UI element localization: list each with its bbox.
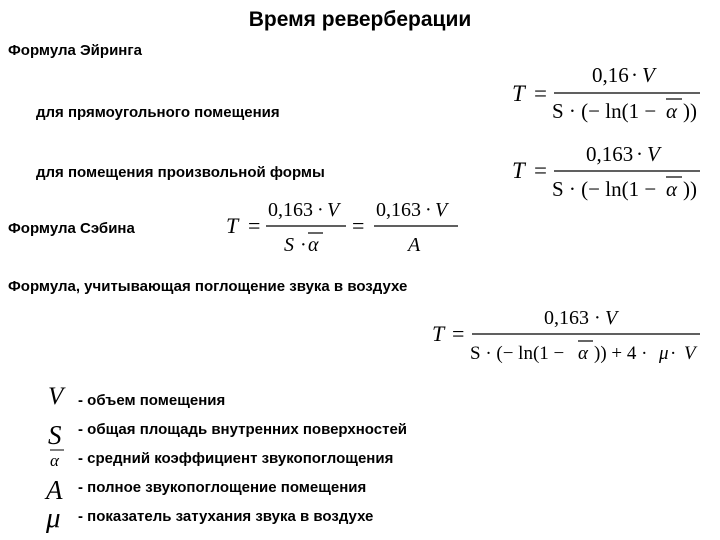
air-num-var: V: [605, 307, 618, 329]
air-den-var: α: [578, 343, 588, 364]
page-title: Время реверберации: [248, 8, 472, 31]
svg-text:A: A: [46, 475, 63, 505]
legend-text-total-absorption: - полное звукопоглощение помещения: [78, 479, 367, 496]
eyring-heading: Формула Эйринга: [8, 42, 142, 59]
legend-symbol-v: [46, 380, 76, 410]
eyring-free-den-var: α: [666, 177, 678, 201]
sabine-num2-coef: 0,163: [376, 199, 421, 221]
air-num-coef: 0,163: [544, 307, 589, 329]
eyring-rect-num-dot: ·: [631, 63, 638, 87]
eyring-free-num-coef: 0,163: [586, 142, 634, 166]
sabine-den1-alpha: α: [308, 234, 319, 256]
legend-symbol-alpha: [48, 444, 78, 472]
eyring-free-den-pre: S · (− ln(1 −: [552, 177, 657, 201]
sabine-formula: [222, 196, 467, 262]
sabine-num2-var: V: [435, 199, 448, 221]
sabine-lhs: T: [226, 213, 239, 238]
eyring-rect-num-var: V: [642, 63, 655, 87]
air-num-dot: ·: [594, 307, 601, 329]
air-heading: Формула, учитывающая поглощение звука в воздухе: [8, 278, 408, 295]
sabine-eq2: =: [352, 213, 365, 238]
legend-text-air-attenuation: - показатель затухания звука в воздухе: [78, 508, 374, 525]
legend-text-volume: - объем помещения: [78, 392, 226, 409]
eyring-rect-lhs: T: [512, 81, 525, 106]
free-room-label: для помещения произвольной формы: [36, 164, 325, 181]
legend-text-absorption-coef: - средний коэффициент звукопоглощения: [78, 450, 394, 467]
air-den-v: V: [684, 343, 696, 364]
eyring-rect-den-pre: S · (− ln(1 −: [552, 99, 657, 123]
eyring-free-formula: [508, 140, 708, 206]
eyring-rect-den-var: α: [666, 99, 678, 123]
sabine-num2-dot: ·: [425, 199, 432, 221]
eyring-rect-formula: [508, 60, 708, 126]
sabine-den1-dot: ·: [300, 234, 307, 256]
svg-text:S: S: [48, 420, 62, 450]
eyring-free-num-var: V: [647, 142, 660, 166]
air-eq: =: [452, 321, 465, 346]
sabine-den2-var: A: [408, 234, 421, 256]
air-den-pre: S · (− ln(1 −: [470, 343, 565, 364]
eyring-rect-num-coef: 0,16: [592, 63, 629, 87]
air-lhs: T: [432, 321, 445, 346]
sabine-den1-var: S: [284, 234, 294, 256]
svg-text:V: V: [48, 383, 64, 410]
air-formula: [428, 304, 708, 370]
eyring-rect-eq: =: [534, 81, 547, 106]
eyring-rect-den-post: )): [683, 99, 697, 123]
sabine-eq: =: [248, 213, 261, 238]
sabine-num-var: V: [327, 199, 340, 221]
eyring-free-lhs: T: [512, 158, 525, 183]
svg-text:μ: μ: [46, 502, 61, 534]
eyring-free-eq: =: [534, 158, 547, 183]
sabine-num-dot: ·: [317, 199, 324, 221]
legend-text-area: - общая площадь внутренних поверхностей: [78, 421, 408, 438]
eyring-free-num-dot: ·: [636, 142, 643, 166]
eyring-free-den-post: )): [683, 177, 697, 201]
rect-room-label: для прямоугольного помещения: [36, 104, 280, 121]
svg-text:α: α: [50, 451, 59, 470]
sabine-heading: Формула Сэбина: [8, 220, 135, 237]
air-den-mu: μ: [659, 343, 669, 364]
legend-symbol-mu: [44, 500, 76, 536]
sabine-num-coef: 0,163: [268, 199, 313, 221]
air-den-mid: )) + 4 ·: [594, 343, 648, 364]
air-den-dot: ·: [670, 343, 677, 364]
